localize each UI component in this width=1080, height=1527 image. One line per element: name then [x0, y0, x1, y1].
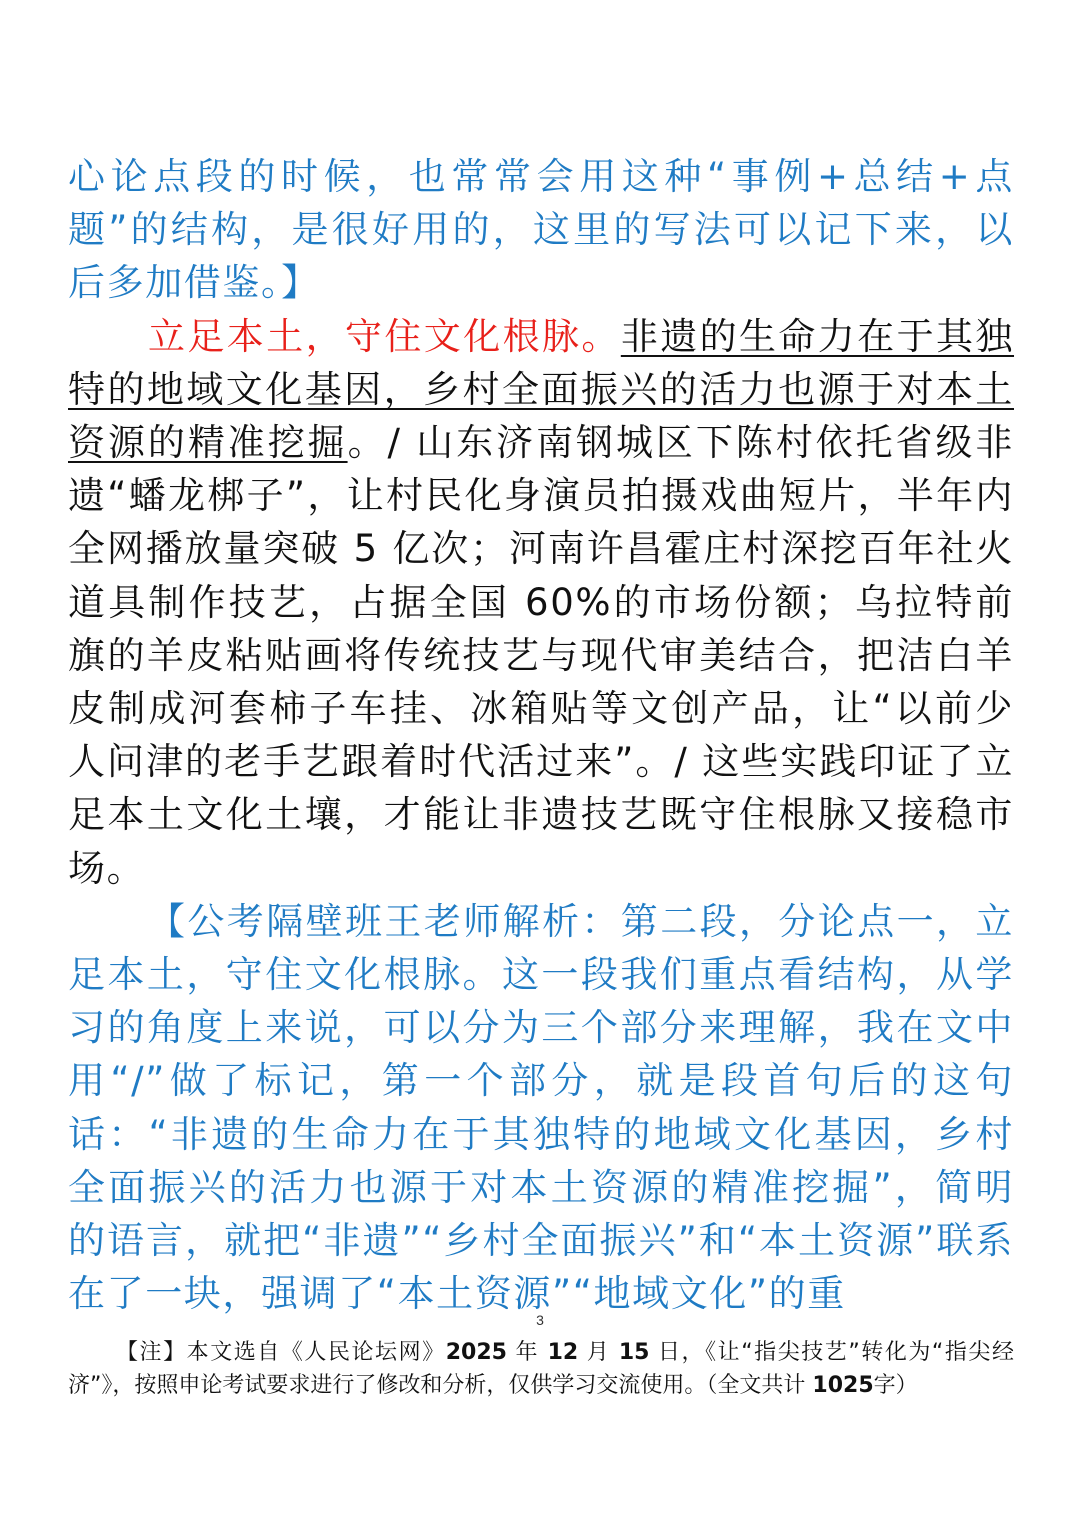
thesis-separator: 。/ [347, 421, 417, 465]
footnote-end: 字） [873, 1373, 918, 1398]
footnote-year-unit: 年 [506, 1340, 548, 1365]
footnote-label: 【注】 [116, 1340, 187, 1365]
footnote-day: 15 [618, 1340, 650, 1365]
article-body [68, 150, 1014, 1320]
section-heading: 立足本土，守住文化根脉。 [148, 314, 621, 358]
footnote-month-unit: 月 [578, 1340, 619, 1365]
analysis-two-text: 【公考隔壁班王老师解析：第二段，分论点一，立足本土，守住文化根脉。这一段我们重点看结构，从学习的角度上来说，可以分为三个部分来理解，我在文中用“/”做了标记，第一个部分，就是段首句后的这句话：“非遗的生命力在于其独特的地域文化基因，乡村全面振兴的活力也源于对本土资源的精准挖掘”，简明的语言，就把“非遗”“乡村全面振兴”和“本土资源”联系在了一块，强调了“本土资源”“地域文化”的重 [68, 899, 1014, 1316]
section-one-paragraph [68, 310, 1014, 895]
footnote-year: 2025 [445, 1340, 507, 1365]
analysis-two-paragraph [68, 895, 1014, 1321]
analysis-intro-paragraph [68, 150, 1014, 310]
footnote [68, 1336, 1014, 1402]
examples-text: 山东济南钢城区下陈村依托省级非遗“蟠龙梆子”，让村民化身演员拍摄戏曲短片，半年内全网播放量突破 5 亿次；河南许昌霍庄村深挖百年社火道具制作技艺，占据全国 60%的市场份额；乌拉特前旗的羊皮粘贴画将传统技艺与现代审美结合，把洁白羊皮制成河套柿子车挂、冰箱贴等文创产品，让“以前少人问津的老手艺跟着时代活过来”。/ [68, 421, 1015, 784]
footnote-description: 日，《让“指尖技艺”转化为“指尖经济”》，按照申论考试要求进行了修改和分析，仅供学习交流使用。（全文共计 [68, 1340, 1014, 1398]
footnote-source: 本文选自《人民论坛网》 [186, 1340, 446, 1365]
thesis-sentence: 非遗的生命力在于其独特的地域文化基因，乡村全面振兴的活力也源于对本土资源的精准挖掘 [68, 314, 1015, 465]
footnote-word-count: 1025 [812, 1373, 874, 1398]
page-number: 3 [536, 1312, 544, 1328]
conclusion-text: 这些实践印证了立足本土文化土壤，才能让非遗技艺既守住根脉又接稳市场。 [68, 740, 1014, 890]
footnote-month: 12 [547, 1340, 579, 1365]
analysis-intro-text: 心论点段的时候，也常常会用这种“事例+总结+点题”的结构，是很好用的，这里的写法可以记下来，以后多加借鉴。】 [68, 155, 1014, 305]
